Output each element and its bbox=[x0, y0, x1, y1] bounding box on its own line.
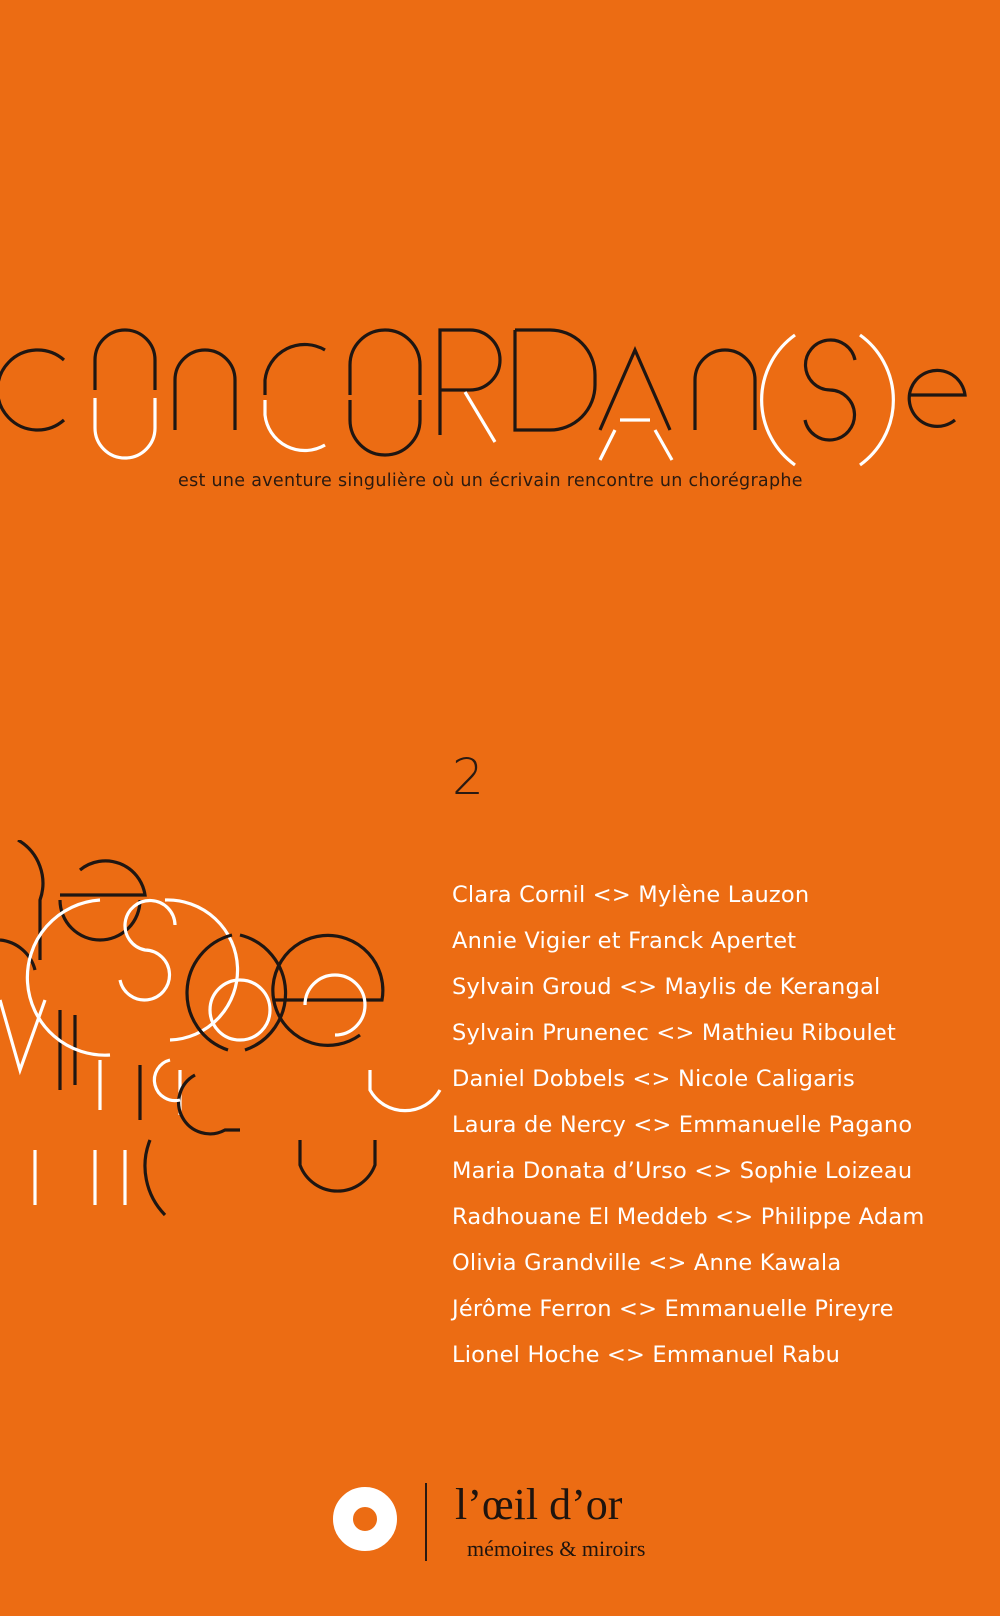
glyph-o-bottom bbox=[95, 398, 155, 458]
contributor-item: Radhouane El Meddeb <> Philippe Adam bbox=[452, 1204, 925, 1230]
glyph-n2 bbox=[695, 350, 755, 430]
decorative-glyphs bbox=[0, 840, 450, 1260]
issue-number: 2 bbox=[452, 748, 484, 806]
glyph-n bbox=[175, 350, 235, 430]
glyph-O-bottom bbox=[350, 400, 420, 455]
glyph-D bbox=[515, 330, 595, 430]
contributor-item: Olivia Grandville <> Anne Kawala bbox=[452, 1250, 842, 1276]
glyph-O-top bbox=[350, 330, 420, 395]
ring-logo-icon bbox=[332, 1486, 398, 1552]
glyph-paren-left bbox=[762, 335, 795, 465]
glyph-C-top bbox=[265, 344, 325, 395]
glyph-A-top bbox=[600, 350, 670, 430]
glyph-R-leg bbox=[465, 392, 495, 442]
glyph-c bbox=[0, 350, 64, 430]
title-logotype bbox=[0, 320, 1000, 490]
glyph-A-bottom bbox=[600, 420, 672, 460]
title-text bbox=[0, 0, 1, 1]
contributor-item: Laura de Nercy <> Emmanuelle Pagano bbox=[452, 1112, 913, 1138]
publisher-collection: mémoires & miroirs bbox=[467, 1536, 646, 1561]
subtitle: est une aventure singulière où un écrivain rencontre un chorégraphe bbox=[178, 471, 803, 491]
publisher-name: l’œil d’or bbox=[455, 1480, 623, 1529]
contributors-list bbox=[452, 872, 924, 1378]
glyph-R-top bbox=[440, 330, 500, 435]
contributor-item: Daniel Dobbels <> Nicole Caligaris bbox=[452, 1066, 855, 1092]
contributor-item: Sylvain Prunenec <> Mathieu Riboulet bbox=[452, 1020, 896, 1046]
contributor-item: Clara Cornil <> Mylène Lauzon bbox=[452, 882, 810, 908]
contributor-item: Maria Donata d’Urso <> Sophie Loizeau bbox=[452, 1158, 913, 1184]
glyph-e bbox=[909, 370, 965, 426]
glyph-C-bottom bbox=[265, 400, 325, 451]
contributor-item: Jérôme Ferron <> Emmanuelle Pireyre bbox=[452, 1296, 894, 1322]
contributor-item: Annie Vigier et Franck Apertet bbox=[452, 928, 797, 954]
publisher-divider bbox=[425, 1483, 427, 1561]
glyph-o-top bbox=[95, 330, 155, 390]
glyph-paren-right bbox=[860, 335, 893, 465]
glyph-S bbox=[805, 340, 855, 440]
contributor-item: Lionel Hoche <> Emmanuel Rabu bbox=[452, 1342, 841, 1368]
contributor-item: Sylvain Groud <> Maylis de Kerangal bbox=[452, 974, 881, 1000]
